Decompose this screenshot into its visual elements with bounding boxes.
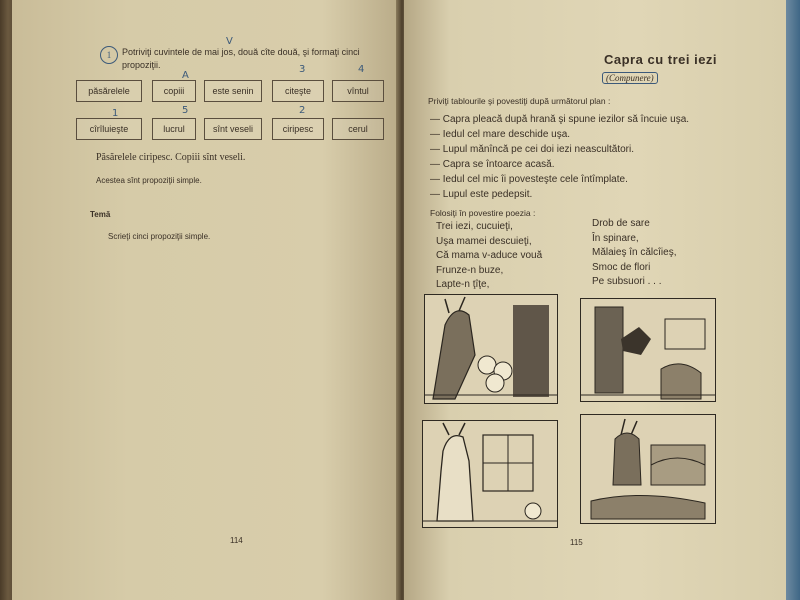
word-box: lucrul: [152, 118, 196, 140]
poem-line: Pe subsuori . . .: [592, 276, 662, 287]
left-page: [12, 0, 400, 600]
poem-line: Lapte-n ţîţe,: [436, 279, 490, 290]
handwritten-mark: 5: [182, 105, 189, 116]
handwritten-mark: 1: [112, 108, 119, 119]
page-subtitle: (Compunere): [602, 72, 658, 84]
word-box: vîntul: [332, 80, 384, 102]
poem-line: Smoc de flori: [592, 261, 651, 273]
plan-item: — Lupul mănîncă pe cei doi iezi neascultători.: [430, 144, 635, 155]
handwritten-mark: 4: [358, 64, 365, 75]
exercise-number: 1: [100, 46, 118, 64]
plan-item: — Capra pleacă după hrană şi spune iezilor să încuie uşa.: [430, 114, 690, 125]
word-box: citeşte: [272, 80, 324, 102]
homework-label: Temă: [90, 210, 111, 219]
handwritten-mark: 2: [299, 105, 306, 116]
illustration-goat-return: [422, 420, 558, 528]
handwritten-mark: A: [182, 70, 189, 81]
word-box: sînt veseli: [204, 118, 262, 140]
handwritten-mark: 3: [299, 64, 306, 75]
poem-line: Frunze-n buze,: [436, 264, 504, 276]
example-sentence: Păsărelele ciripesc. Copiii sînt veseli.: [96, 152, 246, 163]
poem-line: Mălaieş în călcîieş,: [592, 247, 677, 258]
word-box: este senin: [204, 80, 262, 102]
plan-item: — Iedul cel mare deschide uşa.: [430, 129, 571, 140]
word-box: ciripesc: [272, 118, 324, 140]
homework-text: Scrieţi cinci propoziţii simple.: [108, 232, 211, 241]
poem-left-column: [436, 220, 542, 293]
page-number-left: 114: [230, 536, 243, 545]
plan-list: [430, 112, 689, 202]
page-title: Capra cu trei iezi: [604, 52, 718, 67]
word-box: copiii: [152, 80, 196, 102]
poem-intro: Folosiţi în povestire poezia :: [430, 208, 536, 218]
plan-item: — Iedul cel mic îi povesteşte cele întîmplate.: [430, 174, 628, 185]
poem-line: Drob de sare: [592, 218, 650, 229]
plan-item: — Lupul este pedepsit.: [430, 189, 533, 200]
poem-line: În spinare,: [592, 232, 639, 244]
word-box: păsărelele: [76, 80, 142, 102]
plan-item: — Capra se întoarce acasă.: [430, 159, 555, 170]
poem-line: Că mama v-aduce vouă: [436, 250, 543, 261]
right-page: [404, 0, 786, 600]
illustration-wolf-punished: [580, 414, 716, 524]
book-cover-edge: [786, 0, 800, 600]
illustration-goat-leaving: [424, 294, 558, 404]
note-text: Acestea sînt propoziţii simple.: [96, 176, 202, 185]
poem-line: Uşa mamei descuieţi,: [436, 235, 532, 247]
illustration-wolf-door: [580, 298, 716, 402]
poem-line: Trei iezi, cucuieţi,: [436, 221, 513, 232]
page-number-right: 115: [570, 538, 583, 547]
handwritten-mark: V: [226, 36, 233, 47]
instruction-text: Priviţi tablourile şi povestiţi după următorul plan :: [428, 96, 611, 106]
word-box: cerul: [332, 118, 384, 140]
exercise-instruction: Potriviţi cuvintele de mai jos, două cîte două, şi formaţi cinci propoziţii.: [122, 47, 360, 70]
word-box: cîrîluieşte: [76, 118, 142, 140]
poem-right-column: [592, 217, 676, 290]
